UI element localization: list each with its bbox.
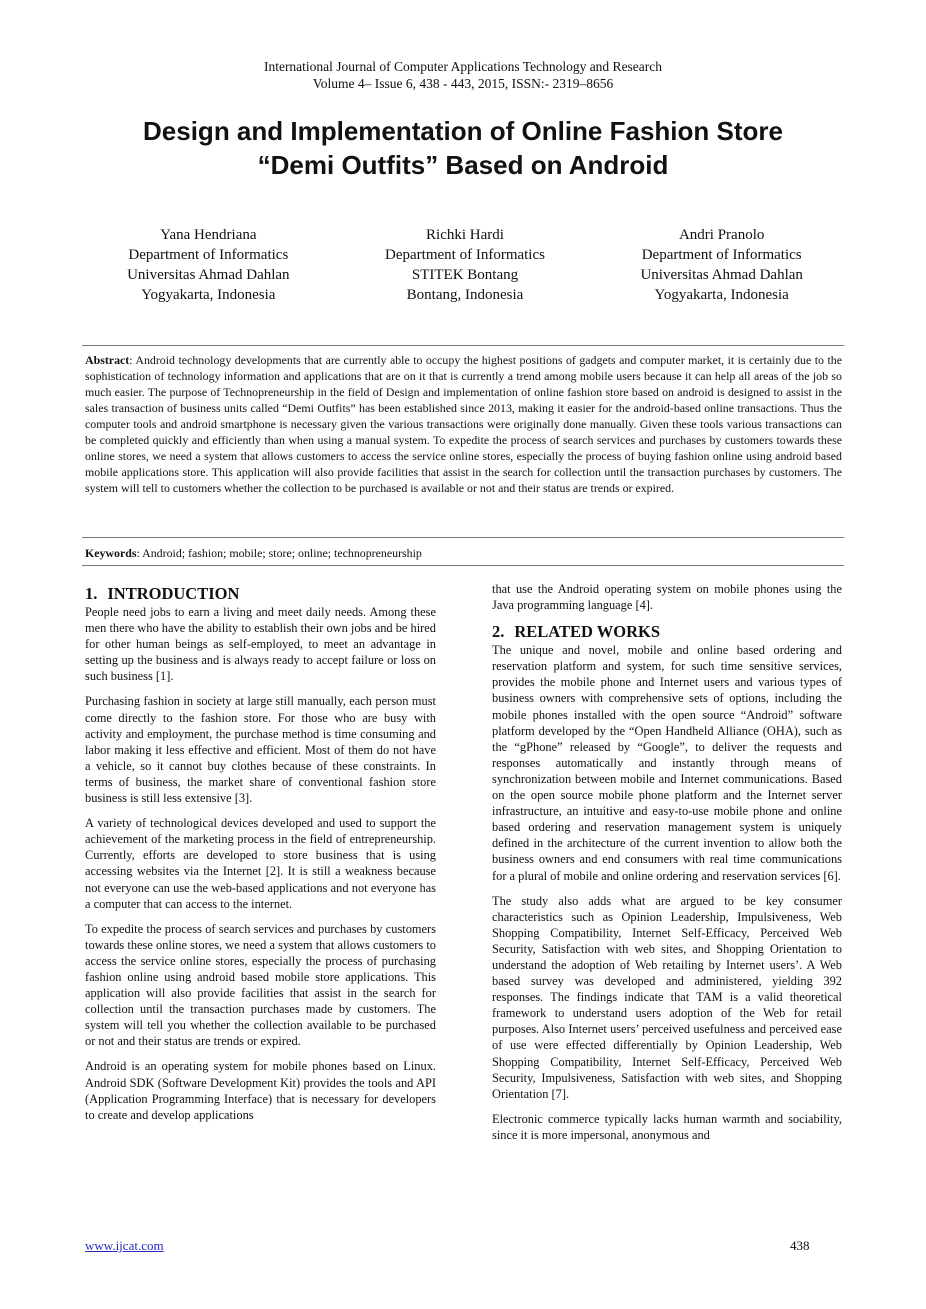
intro-continuation: that use the Android operating system on mobile phones using the Java programming language [4]. [492,582,842,613]
author-dept: Department of Informatics [641,247,802,263]
author-3 [593,225,850,305]
author-institution: STITEK Bontang [411,267,519,283]
abstract-label: Abstract [85,353,130,367]
author-location: Bontang, Indonesia [406,287,524,303]
title-line-2: “Demi Outfits” Based on Android [257,150,669,180]
related-paragraph: The study also adds what are argued to be key consumer characteristics such as Opinion Leadership, Impulsiveness, Web Shopping Compatibility, Internet Self-Efficacy, Perceived Web Security, Satisfaction with web sites, and Shopping Orientation to understand the adoption of Web retailing by Internet users’. A Web based survey was developed and administered, yielding 392 responses. The findings indicate that TAM is a valid theoretical framework to understand users adoption of the Web for retail purposes. Also Internet users’ perceived usefulness and perceived ease of use were effected differentially by Opinion Leadership, Web Shopping Compatibility, Internet Self-Efficacy, Perceived Web Security, Impulsiveness, Satisfaction with web sites, and Shopping Orientation [7]. [492,893,842,1101]
keywords-rule [82,565,844,566]
intro-paragraph: To expedite the process of search services and purchases by customers towards these online stores, we need a system that allows customers to access the service online stores, especially the process of purchasing fashion online using android based mobile store applications. This application will also provide facilities that assist in the search for collection until the transaction purchases made by customers. The system will tell you whether the collection available to be purchased or not and their status are trends or expired. [85,921,436,1049]
section-heading-introduction: 1. INTRODUCTION [85,584,240,603]
left-column [85,584,436,1132]
author-dept: Department of Informatics [128,247,289,263]
author-location: Yogyakarta, Indonesia [654,287,789,303]
author-list [80,225,850,305]
author-name: Richki Hardi [426,227,504,243]
paper-title [60,114,866,182]
keywords [85,545,842,561]
title-line-1: Design and Implementation of Online Fashion Store [143,116,783,146]
author-name: Yana Hendriana [160,227,257,243]
journal-url-link[interactable]: www.ijcat.com [85,1238,164,1253]
section-heading-related-works: 2. RELATED WORKS [492,622,661,642]
intro-paragraph: Purchasing fashion in society at large still manually, each person must come directly to the fashion store. For those who are busy with activity and employment, the purchase method is time consuming and labor making it less effective and efficient. Most of them do not have a vehicle, so it cannot buy clothes because of these constraints. In terms of business, the market share of conventional fashion store business is still less extensive [3]. [85,694,436,806]
abstract [85,352,842,496]
author-institution: Universitas Ahmad Dahlan [127,267,290,283]
intro-paragraph: People need jobs to earn a living and meet daily needs. Among these men there who have the ability to establish their own jobs and be hired for other human beings as self-employed, to meet an advantage in setting up the business and is always ready to accept failure or loss on such business [1]. [85,605,436,684]
journal-header [0,58,926,92]
author-institution: Universitas Ahmad Dahlan [640,267,803,283]
related-paragraph: Electronic commerce typically lacks human warmth and sociability, since it is more impersonal, anonymous and [492,1111,842,1142]
intro-paragraph: Android is an operating system for mobile phones based on Linux. Android SDK (Software Development Kit) provides the tools and API (Application Programming Interface) that is necessary for developers to create and develop applications [85,1059,436,1122]
keywords-text: : Android; fashion; mobile; store; online; technopreneurship [136,546,422,560]
journal-volume: Volume 4– Issue 6, 438 - 443, 2015, ISSN:- 2319–8656 [312,76,614,91]
abstract-text: : Android technology developments that are currently able to occupy the highest positions of gadgets and computer market, it is certainly due to the sophistication of technology information and applications that are on it that is currently a trend among mobile users because it can help all areas of the job so much easier. The purpose of Technopreneurship in the field of Design and implementation of online fashion store based on android is designed to assist in the sales transaction of business units called “Demi Outfits” has been established since 2013, making it easier for the android-based online transactions. Thus the computer tools and android smartphone is necessary given the various transactions were originally done manually. Given these tools various transactions can be completed quickly and efficiently than when using a manual system. To expedite the process of search services and purchases by customers towards these online stores, we need a system that allows customers to access the service online stores, especially the process of buying fashion online using android based mobile applications store. This application will also provide facilities that assist in the search for collection until the transaction purchases by customers. The system will tell to customers whether the collection to be purchased is available or not and their status are trends or expired. [85,353,842,496]
author-1 [80,225,337,305]
journal-name: International Journal of Computer Applications Technology and Research [263,59,663,74]
author-2 [337,225,594,305]
author-name: Andri Pranolo [678,227,765,243]
author-location: Yogyakarta, Indonesia [141,287,276,303]
intro-paragraph: A variety of technological devices developed and used to support the achievement of the marketing process in the field of entrepreneurship. Currently, efforts are developed to store business that is using accessing websites via the Internet [2]. It is still a weakness because not everyone can use the web-based applications and not everyone has a computer that can access to the internet. [85,816,436,911]
abstract-top-rule [82,345,844,346]
related-paragraph: The unique and novel, mobile and online based ordering and reservation platform and system, for such time sensitive services, provides the mobile phone and Internet users and various types of business owners with comprehensive sets of options, including the mobile phones installed with the open source “Android” software platform developed by the “Open Handheld Alliance (OHA), such as the “gPhone” released by “Google”, to deliver the requests and responses automatically and instantly through means of synchronization between mobile and Internet communications. Based on the open source mobile phone platform and the Internet server infrastructure, an intuitive and easy-to-use mobile phone and online based ordering and reservation management system is uniquely defined in the architecture of the current invention to allow both the business owners and end consumers with real time communications for a plural of mobile and online ordering and reservation services [6]. [492,643,842,883]
right-column [492,581,842,1152]
author-dept: Department of Informatics [385,247,545,263]
page-number: 438 [790,1238,810,1253]
keywords-label: Keywords [85,546,137,560]
abstract-bottom-rule [82,537,844,538]
